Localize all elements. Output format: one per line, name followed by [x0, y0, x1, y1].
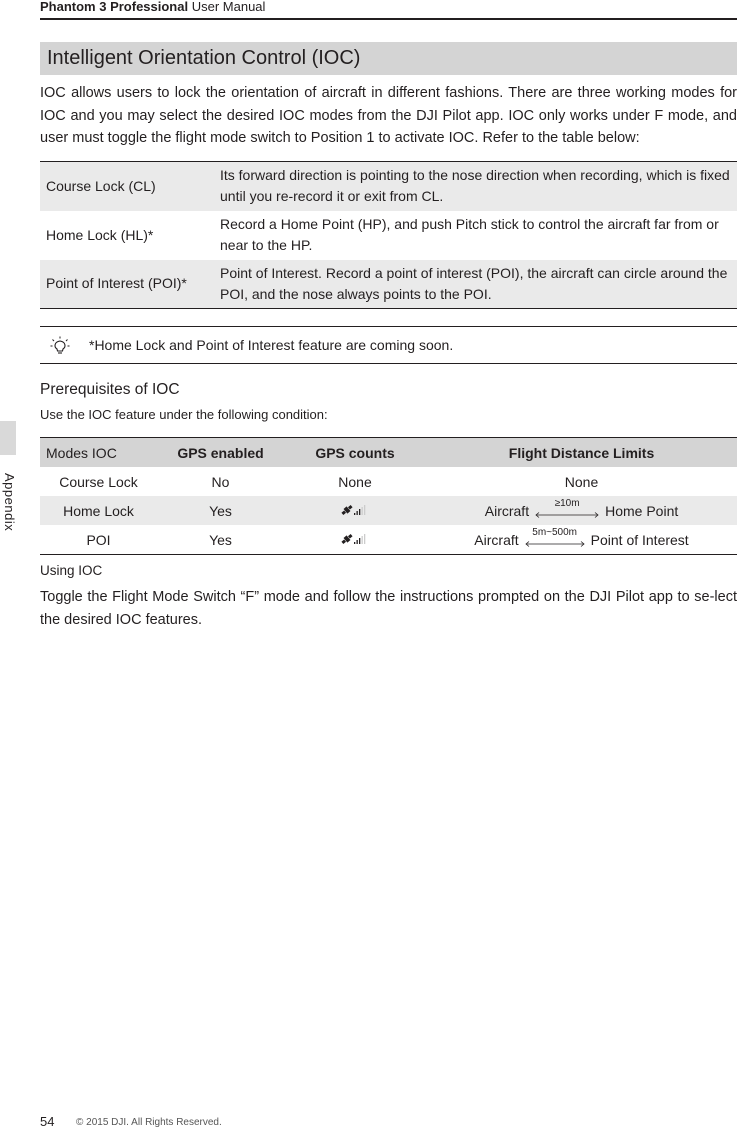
gps-counts-cell	[284, 525, 426, 555]
page-number: 54	[40, 1114, 55, 1129]
distance-limit-cell	[426, 525, 737, 555]
side-tab-label: Appendix	[2, 473, 17, 532]
ioc-modes-table	[40, 161, 737, 309]
distance-arrow	[535, 498, 599, 518]
mode-description: Point of Interest. Record a point of interest (POI), the aircraft can circle around the POI, and the nose always points to the POI.	[220, 264, 728, 302]
gps-counts-cell	[284, 496, 426, 525]
copyright-text: © 2015 DJI. All Rights Reserved.	[76, 1117, 222, 1128]
intro-paragraph: IOC allows users to lock the orientation of aircraft in different fashions. There are three working modes for IOC and you may select the desired IOC modes from the DJI Pilot app. IOC only works under F mode, and user must toggle the flight mode switch to Position 1 to activate IOC. Refer to the table below:	[40, 85, 737, 146]
header-doc-type: User Manual	[191, 0, 266, 14]
mode-name: Point of Interest (POI)*	[46, 275, 187, 292]
table-row	[40, 496, 737, 525]
gps-enabled-cell: No	[211, 473, 230, 490]
note-text: *Home Lock and Point of Interest feature are coming soon.	[89, 337, 454, 353]
gps-signal-icon	[341, 501, 369, 520]
using-paragraph: Toggle the Flight Mode Switch “F” mode and follow the instructions prompted on the DJI Pilot app to se-lect the desired IOC features.	[40, 589, 737, 628]
header-brand: Phantom 3 Professional	[40, 0, 189, 14]
distance-from: Aircraft	[484, 503, 530, 520]
lightbulb-icon	[50, 336, 70, 356]
prerequisites-heading: Prerequisites of IOC	[40, 381, 180, 398]
section-title: Intelligent Orientation Control (IOC)	[40, 42, 737, 75]
column-header: GPS enabled	[157, 438, 284, 468]
side-tab-marker	[0, 421, 16, 455]
mode-cell: Course Lock	[59, 473, 138, 490]
table-row	[40, 211, 737, 260]
distance-value: ≥10m	[554, 498, 580, 510]
mode-cell: POI	[86, 531, 111, 548]
column-header: GPS counts	[284, 438, 426, 468]
distance-to: Point of Interest	[590, 532, 689, 549]
column-header: Modes IOC	[40, 438, 157, 468]
distance-to: Home Point	[605, 503, 679, 520]
table-row	[40, 467, 737, 496]
distance-limit	[474, 527, 689, 549]
table-header-row	[40, 438, 737, 468]
gps-signal-icon	[341, 530, 369, 549]
table-row	[40, 525, 737, 555]
distance-from: Aircraft	[474, 532, 519, 549]
table-row	[40, 260, 737, 309]
gps-counts-cell: None	[338, 473, 372, 490]
distance-limit	[484, 498, 679, 520]
mode-name: Home Lock (HL)*	[46, 226, 154, 243]
page-header	[40, 0, 737, 20]
mode-name: Course Lock (CL)	[46, 177, 156, 194]
distance-limit-cell: None	[564, 473, 599, 490]
gps-enabled-cell: Yes	[209, 531, 232, 548]
mode-cell: Home Lock	[40, 496, 157, 525]
distance-arrow	[525, 527, 585, 547]
note-box	[40, 326, 737, 364]
condition-text: Use the IOC feature under the following condition:	[40, 407, 328, 422]
mode-description: Its forward direction is pointing to the nose direction when recording, which is fixed until you re-record it or exit from CL.	[220, 167, 730, 205]
prerequisites-table	[40, 437, 737, 555]
table-row	[40, 162, 737, 211]
column-header: Flight Distance Limits	[426, 438, 737, 468]
distance-value: 5m~500m	[532, 527, 578, 539]
gps-enabled-cell: Yes	[157, 496, 284, 525]
mode-description: Record a Home Point (HP), and push Pitch stick to control the aircraft far from or near to the HP.	[220, 216, 719, 253]
distance-limit-cell	[426, 496, 737, 525]
using-heading: Using IOC	[40, 563, 103, 578]
